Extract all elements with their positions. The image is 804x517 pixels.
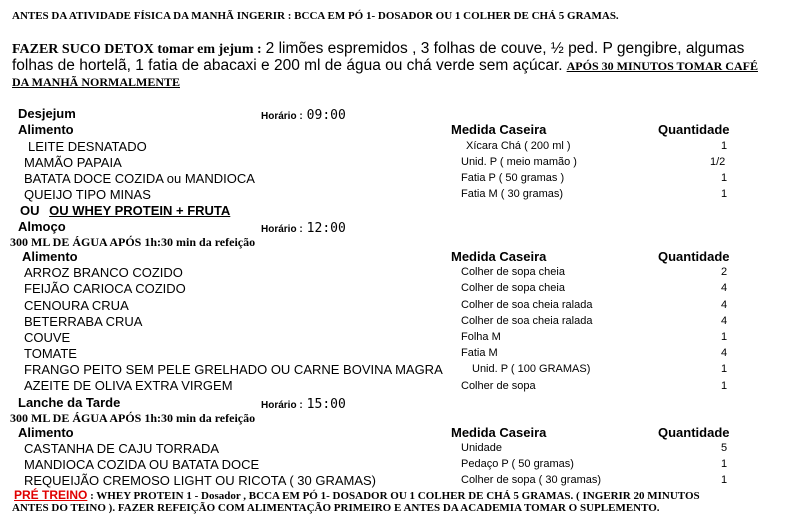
food-item: CENOURA CRUA — [24, 298, 129, 313]
detox-line-1 — [12, 40, 744, 58]
food-item: FEIJÃO CARIOCA COZIDO — [24, 281, 186, 296]
detox-line-2 — [12, 57, 758, 75]
qty-item: 1 — [721, 474, 728, 486]
detox-text-1: 2 limões espremidos , 3 folhas de couve, ½ ped. P gengibre, algumas — [265, 40, 745, 57]
horario-label: Horário : — [261, 224, 303, 235]
header-alimento: Alimento — [18, 425, 74, 440]
lanche-horario — [261, 395, 346, 413]
horario-value: 09:00 — [306, 108, 346, 123]
qty-item: 1 — [721, 458, 728, 470]
alt-text: OU WHEY PROTEIN + FRUTA — [49, 203, 231, 218]
horario-label: Horário : — [261, 111, 303, 122]
qty-item: 4 — [721, 315, 728, 327]
pre-treino-label: PRÉ TREINO — [14, 488, 88, 502]
food-item: COUVE — [24, 330, 71, 345]
measure-item: Colher de soa cheia ralada — [461, 299, 593, 311]
header-medida: Medida Caseira — [451, 122, 547, 137]
qty-item: 1 — [721, 380, 728, 392]
measure-item: Xícara Chá ( 200 ml ) — [466, 140, 571, 152]
food-item: QUEIJO TIPO MINAS — [24, 187, 151, 202]
qty-item: 1 — [721, 172, 728, 184]
horario-label: Horário : — [261, 400, 303, 411]
measure-item: Colher de soa cheia ralada — [461, 315, 593, 327]
food-item: ARROZ BRANCO COZIDO — [24, 265, 183, 280]
water-note: 300 ML DE ÁGUA APÓS 1h:30 min da refeição — [10, 235, 256, 249]
food-item: CASTANHA DE CAJU TORRADA — [24, 441, 220, 456]
desjejum-horario — [261, 106, 346, 124]
qty-item: 2 — [721, 266, 728, 278]
header-alimento: Alimento — [18, 122, 74, 137]
intro-line: ANTES DA ATIVIDADE FÍSICA DA MANHÃ INGERIR : BCCA EM PÓ 1- DOSADOR OU 1 COLHER DE CHÁ 5 GRAMAS. — [12, 10, 619, 22]
horario-value: 12:00 — [306, 221, 346, 236]
alt-prefix: OU — [20, 203, 40, 218]
measure-item: Fatia M ( 30 gramas) — [461, 188, 564, 200]
food-item: BETERRABA CRUA — [24, 314, 143, 329]
header-medida: Medida Caseira — [451, 249, 547, 264]
qty-item: 4 — [721, 347, 728, 359]
pre-treino-text-2: ANTES DO TEINO ). FAZER REFEIÇÃO COM ALIMENTAÇÃO PRIMEIRO E ANTES DA ACADEMIA TOMAR O SUPLEMENTO. — [12, 502, 660, 514]
header-medida: Medida Caseira — [451, 425, 547, 440]
measure-item: Unid. P ( meio mamão ) — [461, 156, 577, 168]
measure-item: Folha M — [461, 331, 501, 343]
header-quantidade: Quantidade — [658, 425, 730, 440]
measure-item: Pedaço P ( 50 gramas) — [461, 458, 574, 470]
qty-item: 1 — [721, 188, 728, 200]
qty-item: 1/2 — [710, 156, 726, 168]
qty-item: 1 — [721, 331, 728, 343]
qty-item: 4 — [721, 299, 728, 311]
detox-label: FAZER SUCO DETOX tomar em jejum : — [12, 42, 262, 57]
header-quantidade: Quantidade — [658, 122, 730, 137]
measure-item: Fatia M — [461, 347, 498, 359]
detox-after-1: APÓS 30 MINUTOS TOMAR CAFÉ — [566, 59, 758, 73]
pre-treino-line-1 — [14, 488, 700, 502]
food-item: TOMATE — [24, 346, 77, 361]
food-item: FRANGO PEITO SEM PELE GRELHADO OU CARNE BOVINA MAGRA — [24, 362, 443, 377]
water-note: 300 ML DE ÁGUA APÓS 1h:30 min da refeição — [10, 411, 256, 425]
qty-item: 1 — [721, 140, 728, 152]
desjejum-title: Desjejum — [18, 106, 76, 121]
food-item: AZEITE DE OLIVA EXTRA VIRGEM — [24, 378, 233, 393]
horario-value: 15:00 — [306, 397, 346, 412]
measure-item: Unidade — [461, 442, 502, 454]
header-quantidade: Quantidade — [658, 249, 730, 264]
measure-item: Colher de sopa — [461, 380, 536, 392]
measure-item: Unid. P ( 100 GRAMAS) — [472, 363, 591, 375]
almoco-horario — [261, 219, 346, 237]
food-item: REQUEIJÃO CREMOSO LIGHT OU RICOTA ( 30 GRAMAS) — [24, 473, 377, 488]
food-item: MANDIOCA COZIDA OU BATATA DOCE — [24, 457, 260, 472]
food-item: MAMÃO PAPAIA — [24, 155, 122, 170]
detox-after-2: DA MANHÃ NORMALMENTE — [12, 75, 180, 89]
header-alimento: Alimento — [22, 249, 78, 264]
qty-item: 5 — [721, 442, 728, 454]
measure-item: Colher de sopa ( 30 gramas) — [461, 474, 602, 486]
food-item: BATATA DOCE COZIDA ou MANDIOCA — [24, 171, 255, 186]
almoco-title: Almoço — [18, 219, 66, 234]
alternative-line — [20, 203, 230, 218]
qty-item: 1 — [721, 363, 728, 375]
measure-item: Colher de sopa cheia — [461, 282, 565, 294]
detox-text-2: folhas de hortelã, 1 fatia de abacaxi e 200 ml de água ou chá verde sem açúcar. — [12, 57, 563, 74]
pre-treino-text-1: : WHEY PROTEIN 1 - Dosador , BCCA EM PÓ 1- DOSADOR OU 1 COLHER DE CHÁ 5 GRAMAS. ( INGERIR 20 MINUTOS — [90, 490, 700, 502]
qty-item: 4 — [721, 282, 728, 294]
measure-item: Fatia P ( 50 gramas ) — [461, 172, 565, 184]
food-item: LEITE DESNATADO — [28, 139, 147, 154]
lanche-title: Lanche da Tarde — [18, 395, 121, 410]
measure-item: Colher de sopa cheia — [461, 266, 565, 278]
